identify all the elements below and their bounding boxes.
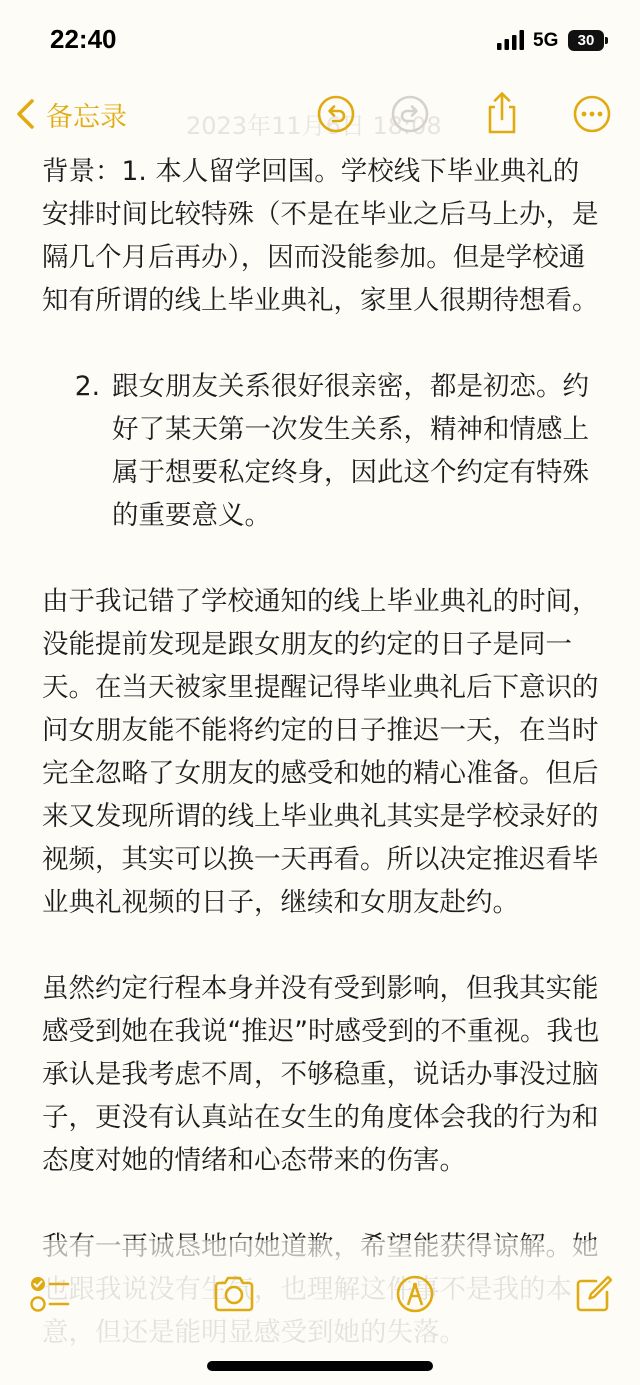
more-options-icon[interactable]: [572, 94, 612, 134]
note-date: 2023年11月6日 18:08: [186, 112, 442, 140]
chevron-left-icon: [12, 97, 40, 131]
note-body[interactable]: [42, 150, 602, 1354]
note-paragraph: 由于我记错了学校通知的线上毕业典礼的时间，没能提前发现是跟女朋友的约定的日子是同一天。在当天被家里提醒记得毕业典礼后下意识的问女朋友能不能将约定的日子推迟一天，在当时完全忽略了女朋友的感受和她的精心准备。但后来又发现所谓的线上毕业典礼其实是学校录好的视频，其实可以换一天再看。所以决定推迟看毕业典礼视频的日子，继续和女朋友赴约。: [42, 586, 599, 918]
camera-icon[interactable]: [212, 1274, 256, 1314]
redo-icon[interactable]: [390, 94, 430, 134]
markup-pen-icon[interactable]: [393, 1274, 437, 1314]
list-item-text: 跟女朋友关系很好很亲密，都是初恋。约好了某天第一次发生关系，精神和情感上属于想要私定终身，因此这个约定有特殊的重要意义。: [112, 371, 589, 531]
compose-icon[interactable]: [572, 1274, 616, 1314]
battery-level: 30: [577, 32, 595, 49]
back-label: 备忘录: [46, 101, 127, 133]
list-item: [42, 365, 602, 537]
home-indicator[interactable]: [207, 1361, 433, 1371]
status-time: 22:40: [50, 24, 117, 54]
battery-icon: [568, 30, 608, 51]
back-button[interactable]: [12, 92, 127, 136]
checklist-icon[interactable]: [28, 1274, 72, 1314]
list-number: 2.: [74, 371, 100, 402]
cellular-signal-icon: [497, 30, 525, 50]
status-bar: [0, 0, 640, 80]
note-paragraph: 背景：1. 本人留学回国。学校线下毕业典礼的安排时间比较特殊（不是在毕业之后马上办，是隔几个月后再办），因而没能参加。但是学校通知有所谓的线上毕业典礼，家里人很期待想看。: [42, 156, 599, 316]
undo-icon[interactable]: [316, 94, 356, 134]
network-type-label: 5G: [533, 30, 559, 51]
share-icon[interactable]: [482, 90, 522, 136]
note-paragraph: 虽然约定行程本身并没有受到影响，但我其实能感受到她在我说“推迟”时感受到的不重视。我也承认是我考虑不周，不够稳重，说话办事没过脑子，更没有认真站在女生的角度体会我的行为和态度对她的情绪和心态带来的伤害。: [42, 973, 600, 1176]
